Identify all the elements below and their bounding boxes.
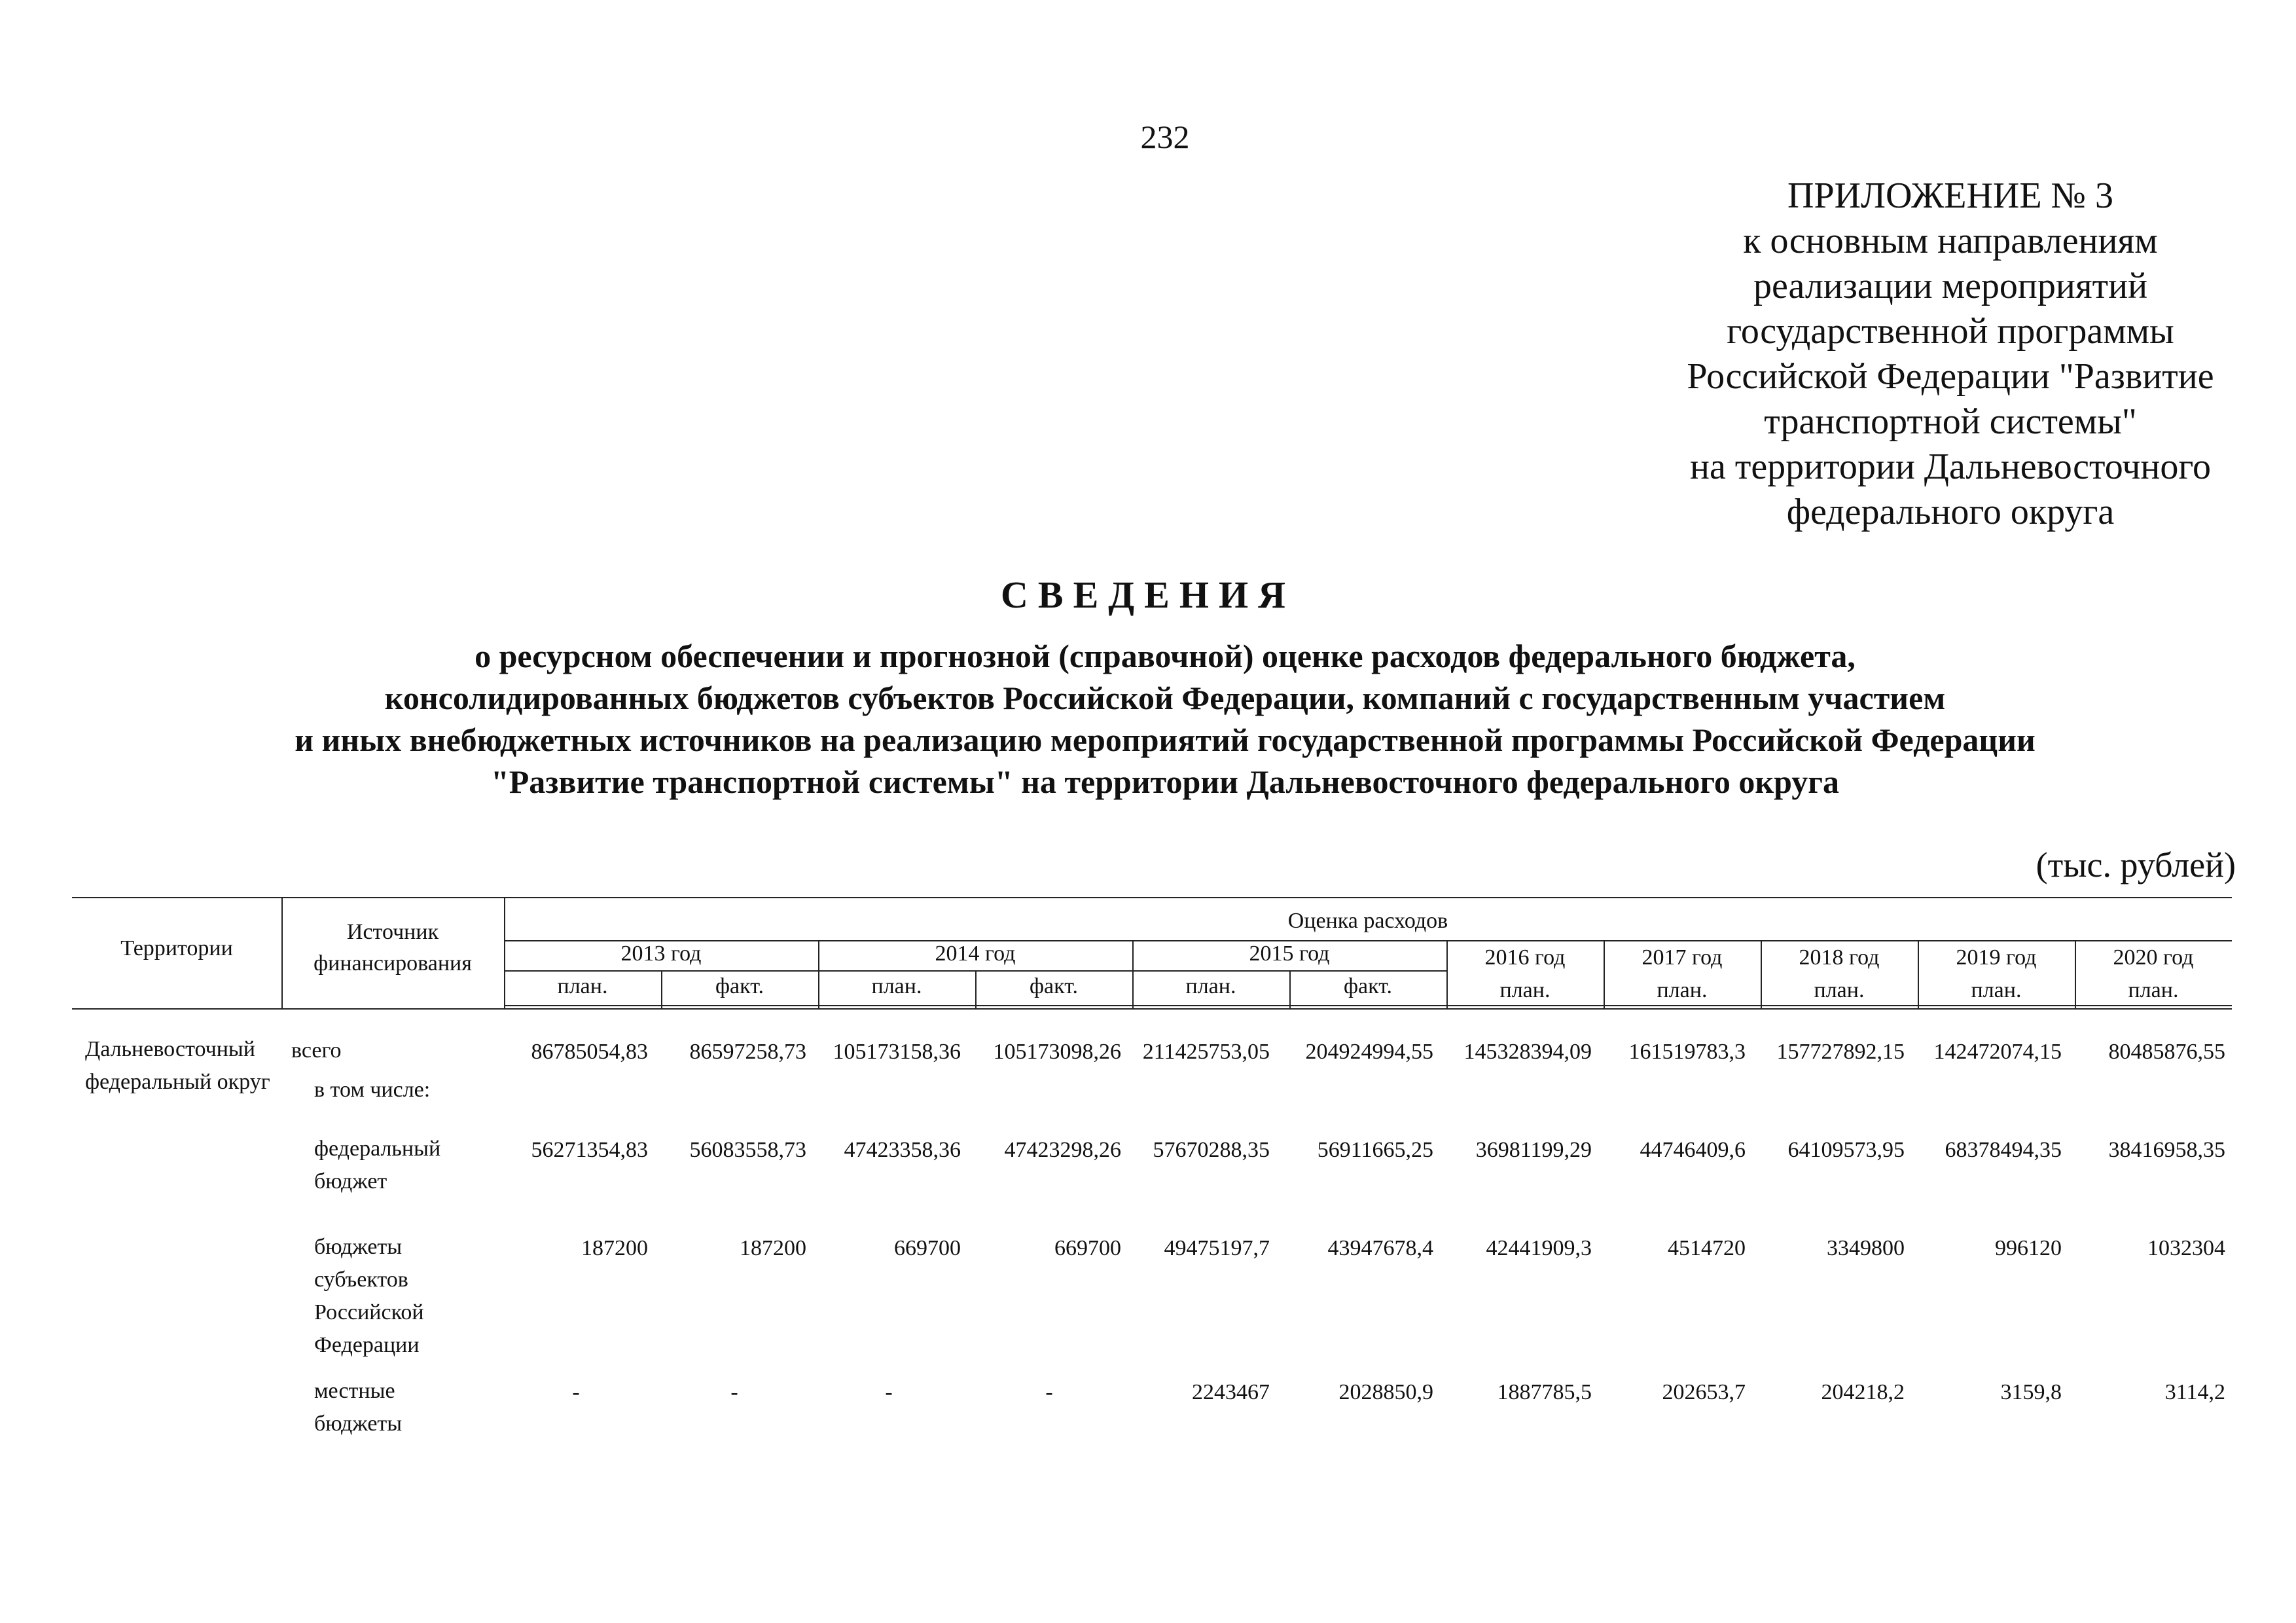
value-cell: 56271354,83 — [531, 1138, 648, 1162]
value-cell: 64109573,95 — [1787, 1138, 1905, 1162]
header-fact: факт. — [1344, 974, 1392, 998]
header-fact: факт. — [715, 974, 764, 998]
header-estimate: Оценка расходов — [1287, 909, 1448, 933]
appendix-block — [1623, 173, 2278, 535]
document-subtitle — [65, 635, 2265, 803]
header-plan: план. — [1657, 978, 1708, 1002]
header-plan: план. — [1814, 978, 1865, 1002]
value-cell: 68378494,35 — [1945, 1138, 2062, 1162]
value-cell: 187200 — [740, 1236, 806, 1260]
value-cell: 49475197,7 — [1164, 1236, 1270, 1260]
value-cell: - — [572, 1380, 580, 1404]
header-fact: факт. — [1030, 974, 1078, 998]
header-plan: план. — [1499, 978, 1551, 1002]
value-cell: 187200 — [581, 1236, 648, 1260]
header-territory: Территории — [120, 936, 233, 960]
header-year: 2019 год — [1956, 945, 2037, 970]
value-cell: 86785054,83 — [531, 1040, 648, 1064]
header-plan: план. — [1971, 978, 2022, 1002]
appendix-line: государственной программы — [1727, 311, 2174, 352]
value-cell: 204924994,55 — [1305, 1040, 1433, 1064]
value-cell: 2028850,9 — [1338, 1380, 1433, 1404]
subtitle-line: "Развитие транспортной системы" на территории Дальневосточного федерального округа — [490, 763, 1840, 800]
header-bottom-border — [72, 1008, 2232, 1010]
value-cell: - — [730, 1380, 738, 1404]
subtitle-line: о ресурсном обеспечении и прогнозной (справочной) оценке расходов федерального бюджета, — [475, 638, 1856, 674]
header-plan: план. — [871, 974, 922, 998]
value-cell: 42441909,3 — [1486, 1236, 1592, 1260]
value-cell: 44746409,6 — [1640, 1138, 1746, 1162]
source-cell: всего — [291, 1038, 342, 1063]
source-cell: бюджеты субъектов Российской Федерации — [314, 1235, 424, 1357]
value-cell: 4514720 — [1668, 1236, 1746, 1260]
appendix-line: транспортной системы" — [1764, 401, 2137, 442]
value-cell: 105173158,36 — [833, 1040, 961, 1064]
subtitle-line: консолидированных бюджетов субъектов Российской Федерации, компаний с государственным участием — [384, 680, 1946, 716]
value-cell: 105173098,26 — [993, 1040, 1121, 1064]
units-label: (тыс. рублей) — [2036, 845, 2236, 884]
value-cell: 3349800 — [1827, 1236, 1905, 1260]
value-cell: 43947678,4 — [1327, 1236, 1433, 1260]
value-cell: 86597258,73 — [689, 1040, 806, 1064]
page-number: 232 — [1140, 119, 1190, 155]
value-cell: 1032304 — [2147, 1236, 2225, 1260]
value-cell: 3159,8 — [2000, 1380, 2062, 1404]
value-cell: 36981199,29 — [1475, 1138, 1592, 1162]
value-cell: 145328394,09 — [1463, 1040, 1592, 1064]
value-cell: 211425753,05 — [1142, 1040, 1270, 1064]
territory-name: Дальневосточный федеральный округ — [85, 1037, 270, 1094]
value-cell: 47423298,26 — [1004, 1138, 1121, 1162]
value-cell: 996120 — [1995, 1236, 2062, 1260]
header-year: 2014 год — [935, 941, 1016, 966]
value-cell: 57670288,35 — [1153, 1138, 1270, 1162]
value-cell: 204218,2 — [1821, 1380, 1905, 1404]
value-cell: 1887785,5 — [1497, 1380, 1592, 1404]
header-year: 2018 год — [1799, 945, 1880, 970]
value-cell: 157727892,15 — [1776, 1040, 1905, 1064]
appendix-line: к основным направлениям — [1743, 221, 2158, 261]
header-rule — [504, 1005, 2232, 1006]
value-cell: 47423358,36 — [844, 1138, 961, 1162]
value-cell: 669700 — [894, 1236, 961, 1260]
appendix-line: ПРИЛОЖЕНИЕ № 3 — [1787, 175, 2113, 216]
value-cell: 2243467 — [1192, 1380, 1270, 1404]
source-cell: местные бюджеты — [314, 1379, 403, 1436]
header-year: 2013 год — [620, 941, 702, 966]
value-cell: 161519783,3 — [1628, 1040, 1746, 1064]
header-plan: план. — [2128, 978, 2179, 1002]
value-cell: 80485876,55 — [2108, 1040, 2225, 1064]
appendix-line: Российской Федерации "Развитие — [1687, 356, 2214, 397]
value-cell: 142472074,15 — [1933, 1040, 2062, 1064]
header-year: 2017 год — [1641, 945, 1723, 970]
subtitle-line: и иных внебюджетных источников на реализацию мероприятий государственной программы Российской Федерации — [295, 721, 2036, 758]
source-cell: в том числе: — [314, 1078, 431, 1102]
header-year: 2016 год — [1484, 945, 1566, 970]
header-plan: план. — [1185, 974, 1236, 998]
value-cell: 56911665,25 — [1317, 1138, 1433, 1162]
value-cell: - — [885, 1380, 893, 1404]
value-cell: 202653,7 — [1662, 1380, 1746, 1404]
value-cell: 3114,2 — [2164, 1380, 2225, 1404]
header-source: Источник финансирования — [314, 920, 472, 976]
value-cell: 38416958,35 — [2108, 1138, 2225, 1162]
source-cell: федеральный бюджет — [314, 1137, 441, 1194]
value-cell: 56083558,73 — [689, 1138, 806, 1162]
value-cell: - — [1045, 1380, 1053, 1404]
appendix-line: реализации мероприятий — [1753, 266, 2148, 306]
header-divider — [281, 897, 283, 1008]
document-title: СВЕДЕНИЯ — [1001, 574, 1295, 616]
header-year: 2020 год — [2113, 945, 2194, 970]
header-plan: план. — [557, 974, 608, 998]
header-year: 2015 год — [1249, 941, 1330, 966]
value-cell: 669700 — [1054, 1236, 1121, 1260]
table-top-border — [72, 897, 2232, 898]
appendix-line: на территории Дальневосточного — [1690, 447, 2211, 487]
appendix-line: федерального округа — [1786, 492, 2115, 532]
